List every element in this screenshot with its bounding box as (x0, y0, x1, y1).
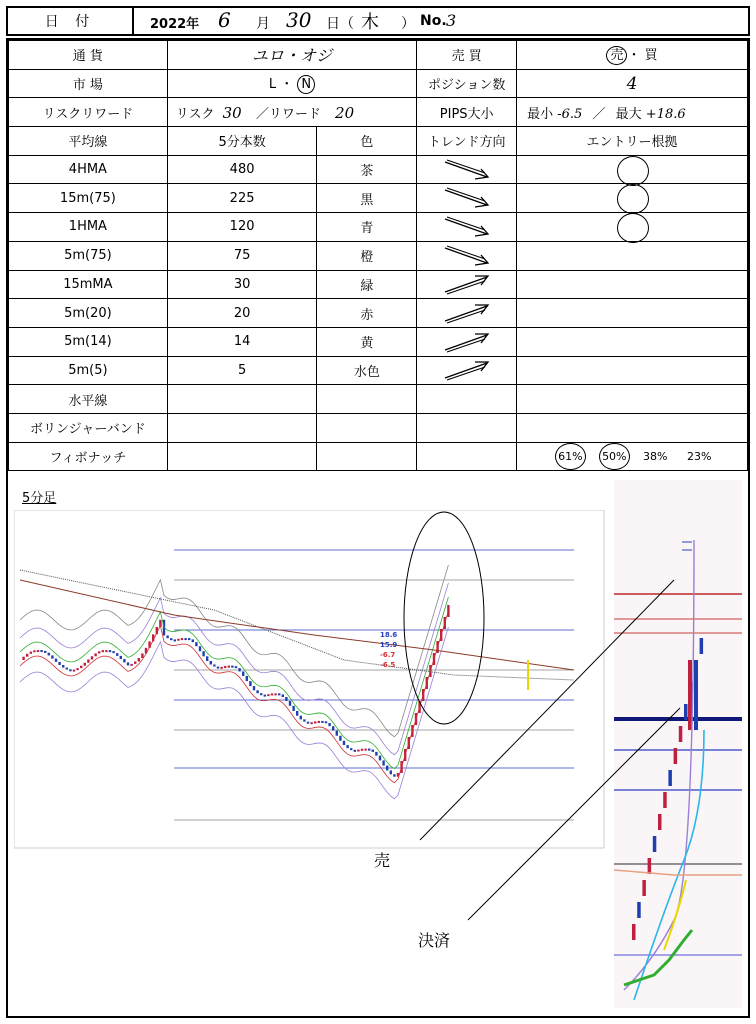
min-label: 最小 (527, 106, 554, 122)
count-label: 5分本数 (167, 127, 317, 156)
bollinger-label: ボリンジャーバンド (9, 413, 168, 442)
color-label: 色 (317, 127, 417, 156)
ma-name: 1HMA (9, 213, 168, 242)
ma-count: 20 (167, 299, 317, 328)
market-circled: N (297, 75, 315, 94)
ma-name: 5m(75) (9, 241, 168, 270)
year: 2022年 (150, 17, 200, 32)
risk-reward-label: リスクリワード (9, 98, 168, 127)
ma-color: 赤 (317, 299, 417, 328)
market-label: 市 場 (9, 69, 168, 98)
weekday-value: 木 (361, 12, 379, 33)
exit-note: 決済 (418, 931, 451, 950)
exit-pointer-line (468, 708, 680, 920)
ma-count: 30 (167, 270, 317, 299)
fibo-61: 61% (555, 443, 585, 470)
ma-count: 225 (167, 184, 317, 213)
currency-value: ユロ・オジ (167, 41, 416, 70)
fibo-38: 38% (643, 449, 668, 463)
no-value: 3 (446, 11, 457, 30)
day-kanji: 日（ (326, 16, 354, 32)
fibo-50: 50% (599, 443, 629, 470)
ma-count: 75 (167, 241, 317, 270)
ma-name: 4HMA (9, 155, 168, 184)
entry-label: エントリー根拠 (517, 127, 748, 156)
pip-label: 15.9 (380, 641, 398, 649)
max-label: 最大 (615, 106, 642, 122)
sell-note: 売 (374, 851, 391, 870)
trend-label: トレンド方向 (417, 127, 517, 156)
ma-name: 5m(20) (9, 299, 168, 328)
pips-label: PIPS大小 (417, 98, 517, 127)
position-label: ポジション数 (417, 69, 517, 98)
market-prefix: L ・ (268, 77, 294, 93)
min-value: -6.5 (557, 106, 583, 122)
close-paren: ） (401, 16, 415, 32)
pips-separator: ／ (592, 106, 606, 122)
ma-count: 120 (167, 213, 317, 242)
ma-color: 黄 (317, 327, 417, 356)
ma-name: 15m(75) (9, 184, 168, 213)
date-header (6, 6, 750, 36)
ma-label: 平均線 (9, 127, 168, 156)
ma-color: 黒 (317, 184, 417, 213)
fibo-23: 23% (686, 449, 712, 463)
ma-count: 480 (167, 155, 317, 184)
chart-title: 5分足 (22, 491, 57, 506)
ma-name: 15mMA (9, 270, 168, 299)
day-value: 30 (286, 8, 312, 32)
ma-color: 茶 (317, 155, 417, 184)
month-kanji: 月 (256, 16, 270, 32)
buy-option: ・ 買 (627, 48, 658, 64)
fibo-label: フィボナッチ (9, 442, 168, 471)
month-value: 6 (218, 8, 231, 32)
position-value: 4 (517, 69, 748, 98)
ma-count: 5 (167, 356, 317, 385)
risk-label: リスク (175, 106, 215, 122)
ma-color: 水色 (317, 356, 417, 385)
ma-name: 5m(14) (9, 327, 168, 356)
no-label: No. (420, 13, 447, 29)
ma-count: 14 (167, 327, 317, 356)
sell-pointer-line (420, 580, 674, 840)
ma-color: 青 (317, 213, 417, 242)
ma-color: 橙 (317, 241, 417, 270)
reward-label: ／リワード (255, 106, 321, 122)
ma-color: 緑 (317, 270, 417, 299)
reward-value: 20 (335, 103, 355, 122)
currency-label: 通 貨 (9, 41, 168, 70)
highlight-ellipse (404, 512, 484, 724)
trade-sheet (6, 38, 750, 1018)
horizontal-label: 水平線 (9, 385, 168, 414)
sell-circled: 売 (606, 46, 627, 65)
max-value: +18.6 (645, 106, 686, 122)
pip-label: -6.5 (380, 661, 396, 669)
date-label: 日 付 (8, 8, 134, 34)
risk-value: 30 (222, 103, 242, 122)
pip-label: 18.6 (380, 631, 398, 639)
pip-label: -6.7 (380, 651, 396, 659)
ma-name: 5m(5) (9, 356, 168, 385)
trade-label: 売 買 (417, 41, 517, 70)
